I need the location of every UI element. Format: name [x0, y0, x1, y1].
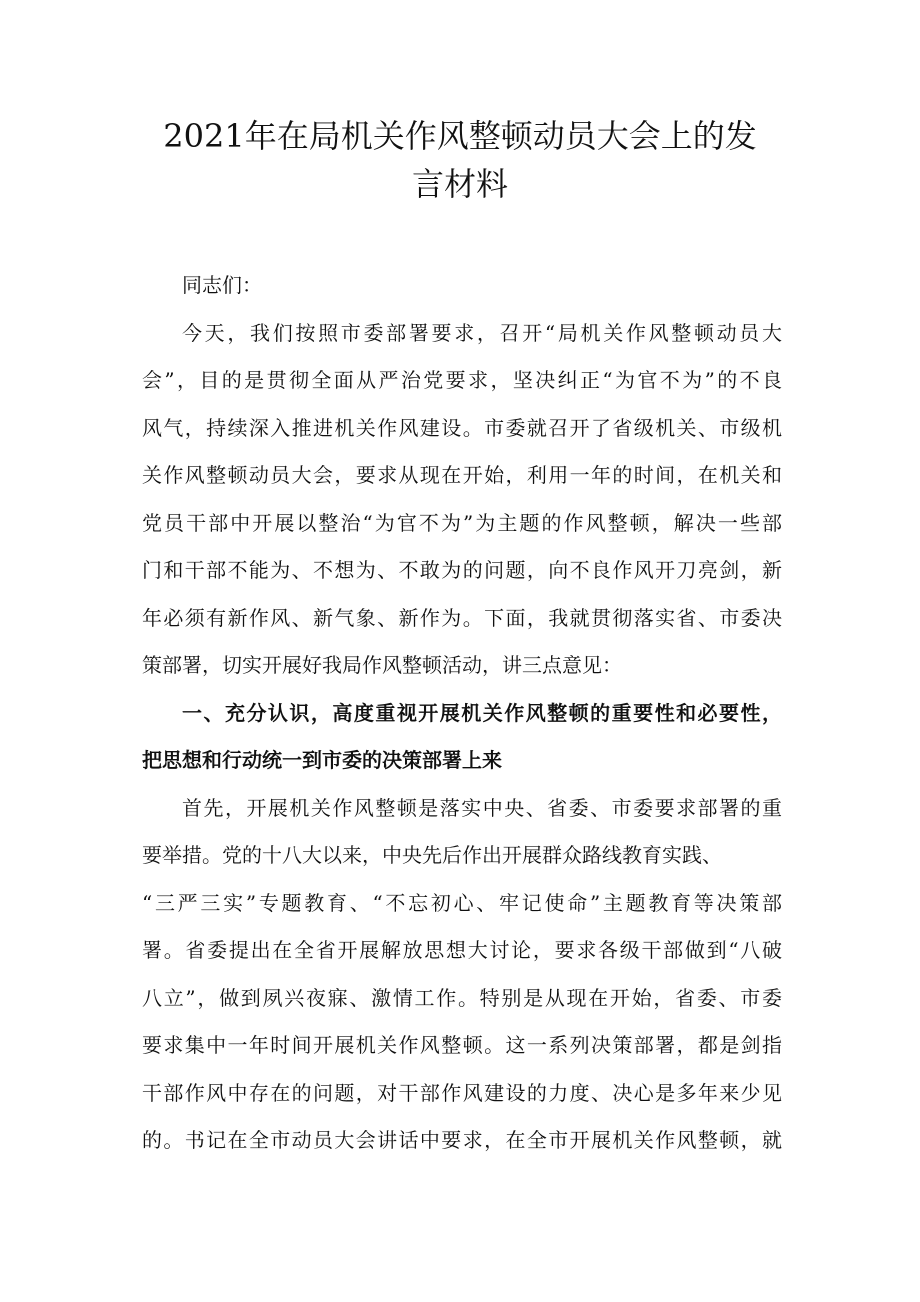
paragraph-line: 首先，开展机关作风整顿是落实中央、省委、市委要求部署的重: [182, 795, 782, 820]
paragraph-line: 党员干部中开展以整治“为官不为”为主题的作风整顿，解决一些部: [142, 510, 782, 535]
paragraph-line: “三严三实”专题教育、“不忘初心、牢记使命”主题教育等决策部: [142, 890, 782, 915]
paragraph-line: 关作风整顿动员大会，要求从现在开始，利用一年的时间，在机关和: [142, 463, 782, 487]
document-body: [142, 262, 782, 1165]
document-title: [140, 112, 780, 207]
paragraph-line: 的。书记在全市动员大会讲话中要求，在全市开展机关作风整顿，就: [142, 1128, 782, 1152]
section-heading-line: 把思想和行动统一到市委的决策部署上来: [142, 748, 502, 772]
paragraph-line: 门和干部不能为、不想为、不敢为的问题，向不良作风开刀亮剑，新: [142, 558, 782, 582]
paragraph-line: 署。省委提出在全省开展解放思想大讨论，要求各级干部做到“八破: [142, 938, 782, 962]
title-line-1: 2021年在局机关作风整顿动员大会上的发: [163, 117, 757, 155]
paragraph-line: 策部署，切实开展好我局作风整顿活动，讲三点意见：: [142, 653, 622, 677]
paragraph-line: 同志们：: [182, 273, 262, 297]
paragraph-line: 今天，我们按照市委部署要求，召开“局机关作风整顿动员大: [182, 320, 782, 345]
section-heading-line: 一、充分认识，高度重视开展机关作风整顿的重要性和必要性，: [182, 700, 782, 725]
paragraph-line: 要举措。党的十八大以来，中央先后作出开展群众路线教育实践、: [142, 843, 722, 867]
paragraph-line: 干部作风中存在的问题，对干部作风建设的力度、决心是多年来少见: [142, 1080, 782, 1105]
paragraph-line: 会”，目的是贯彻全面从严治党要求，坚决纠正“为官不为”的不良: [142, 368, 782, 392]
paragraph-line: 年必须有新作风、新气象、新作为。下面，我就贯彻落实省、市委决: [142, 605, 782, 630]
paragraph-line: 八立”，做到夙兴夜寐、激情工作。特别是从现在开始，省委、市委: [142, 985, 782, 1010]
title-line-2: 言材料: [411, 164, 508, 203]
paragraph-line: 风气，持续深入推进机关作风建设。市委就召开了省级机关、市级机: [142, 415, 782, 440]
paragraph-line: 要求集中一年时间开展机关作风整顿。这一系列决策部署，都是剑指: [142, 1033, 782, 1057]
